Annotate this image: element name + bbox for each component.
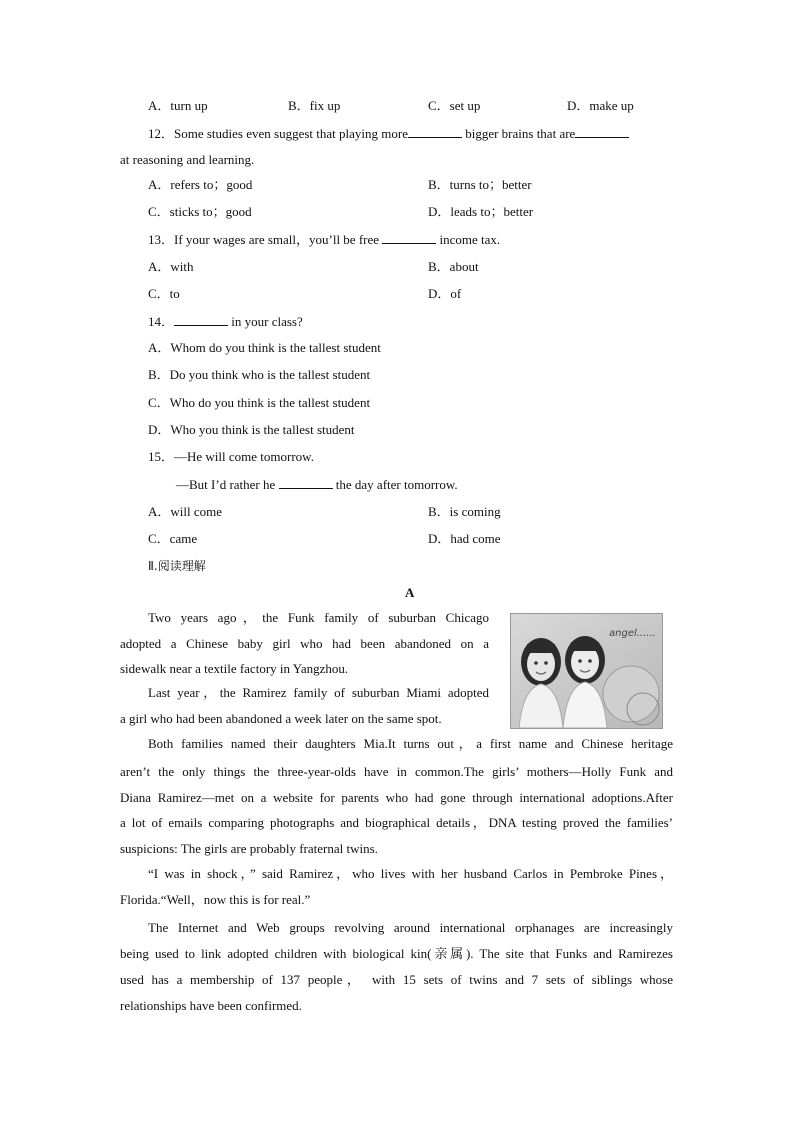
q14-option-c[interactable]: C．Who do you think is the tallest student xyxy=(148,395,371,410)
passage-line: sidewalk near a textile factory in Yangzhou. xyxy=(120,661,349,676)
passage-line: Two years ago，the Funk family of suburban Chicago xyxy=(148,610,489,625)
q14-stem xyxy=(148,313,303,330)
q12-stem-continued: at reasoning and learning. xyxy=(120,152,255,167)
q12-blank-1[interactable] xyxy=(408,125,462,138)
section-title: Ⅱ.阅读理解 xyxy=(148,559,206,573)
twins-photo xyxy=(510,613,663,729)
q12-stem xyxy=(148,125,629,142)
passage-line: suspicions: The girls are probably fraternal twins. xyxy=(120,841,378,856)
passage-line: relationships have been confirmed. xyxy=(120,998,302,1013)
q11-option-a[interactable]: A．turn up xyxy=(148,98,208,113)
q15-option-c[interactable]: C．came xyxy=(148,531,198,546)
q13-option-a[interactable]: A．with xyxy=(148,259,194,274)
passage-label: A xyxy=(405,585,415,600)
q14-stem-part1: 14． xyxy=(148,314,175,329)
passage-line: being used to link adopted children with biological kin(亲属). The site that Funks and Ramirezes xyxy=(120,946,673,961)
q11-option-b[interactable]: B．fix up xyxy=(288,98,341,113)
q15-line2-part1: —But I’d rather he xyxy=(176,477,276,492)
q15-option-a[interactable]: A．will come xyxy=(148,504,223,519)
passage-line: aren’t the only things the three-year-olds have in common.The girls’ mothers—Holly Funk and xyxy=(120,764,673,779)
q13-stem-part2: income tax. xyxy=(439,232,501,247)
q14-stem-part2: in your class? xyxy=(231,314,303,329)
twins-photo-image xyxy=(511,614,662,728)
q14-blank[interactable] xyxy=(174,313,228,326)
q12-blank-2[interactable] xyxy=(575,125,629,138)
q11-option-d[interactable]: D．make up xyxy=(567,98,634,113)
q15-line-1: 15．—He will come tomorrow. xyxy=(148,449,314,464)
photo-caption: angel...... xyxy=(609,628,656,639)
q13-option-d[interactable]: D．of xyxy=(428,286,462,301)
q13-blank[interactable] xyxy=(382,231,436,244)
passage-line: Last year，the Ramirez family of suburban Miami adopted xyxy=(148,685,489,700)
q11-option-c[interactable]: C．set up xyxy=(428,98,481,113)
passage-line: a girl who had been abandoned a week later on the same spot. xyxy=(120,711,442,726)
passage-line: Florida.“Well，now this is for real.” xyxy=(120,892,311,907)
q12-option-a[interactable]: A．refers to；good xyxy=(148,177,253,192)
q15-line-2 xyxy=(176,476,458,493)
passage-line: a lot of emails comparing photographs and biographical details，DNA testing proved the families’ xyxy=(120,815,673,830)
q14-option-b[interactable]: B．Do you think who is the tallest student xyxy=(148,367,371,382)
q13-option-b[interactable]: B．about xyxy=(428,259,479,274)
q12-option-d[interactable]: D．leads to；better xyxy=(428,204,534,219)
passage-line: Diana Ramirez—met on a website for parents who had gone through international adoptions.After xyxy=(120,790,673,805)
passage-line: “I was in shock，” said Ramirez，who lives with her husband Carlos in Pembroke Pines， xyxy=(148,866,673,881)
q15-option-b[interactable]: B．is coming xyxy=(428,504,501,519)
q12-stem-part1: 12．Some studies even suggest that playing more xyxy=(148,126,408,141)
passage-line: The Internet and Web groups revolving around international orphanages are increasingly xyxy=(148,920,673,935)
q14-option-d[interactable]: D．Who you think is the tallest student xyxy=(148,422,355,437)
q14-option-a[interactable]: A．Whom do you think is the tallest student xyxy=(148,340,381,355)
q15-blank[interactable] xyxy=(279,476,333,489)
q13-stem xyxy=(148,231,500,248)
passage-line: adopted a Chinese baby girl who had been abandoned on a xyxy=(120,636,489,651)
q12-option-b[interactable]: B．turns to；better xyxy=(428,177,532,192)
q15-line2-part2: the day after tomorrow. xyxy=(335,477,458,492)
passage-line: used has a membership of 137 people， with 15 sets of twins and 7 sets of siblings whose xyxy=(120,972,673,987)
q12-stem-part2: bigger brains that are xyxy=(465,126,576,141)
q13-stem-part1: 13．If your wages are small，you’ll be free xyxy=(148,232,380,247)
q12-option-c[interactable]: C．sticks to；good xyxy=(148,204,252,219)
q13-option-c[interactable]: C．to xyxy=(148,286,180,301)
passage-line: Both families named their daughters Mia.It turns out，a first name and Chinese heritage xyxy=(148,736,673,751)
q15-option-d[interactable]: D．had come xyxy=(428,531,501,546)
